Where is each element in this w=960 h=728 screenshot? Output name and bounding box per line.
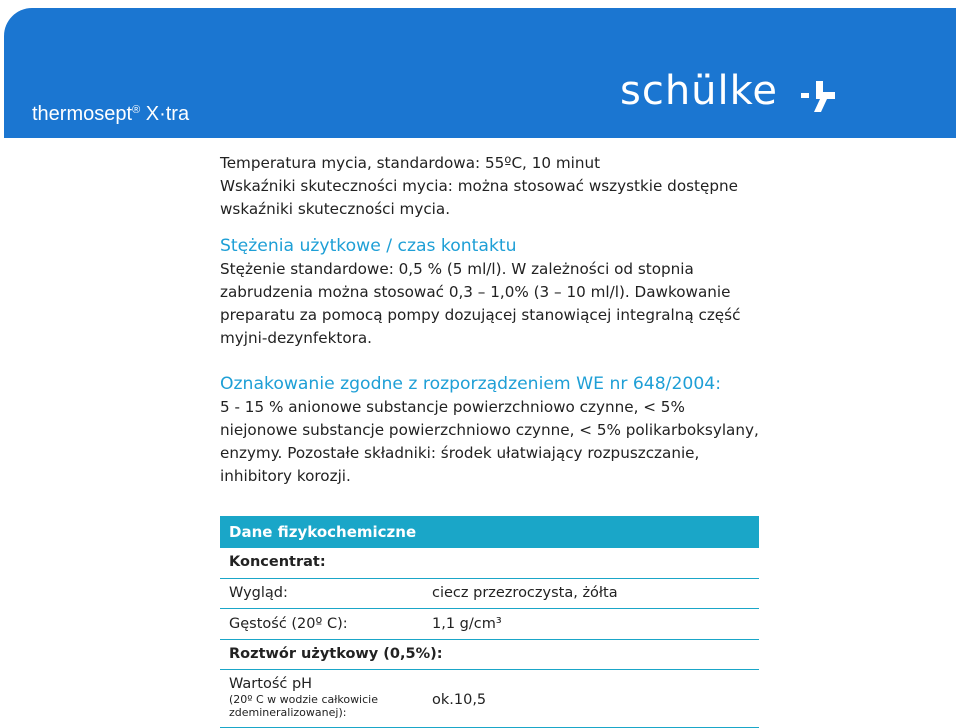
- paragraph-line: 5 - 15 % anionowe substancje powierzchniowo czynne, < 5%: [220, 398, 685, 416]
- section-label-solution: Roztwór użytkowy (0,5%):: [229, 646, 443, 662]
- intro-paragraph: [220, 152, 765, 221]
- ph-label-cell: [229, 676, 379, 719]
- paragraph-line: niejonowe substancje powierzchniowo czynne, < 5% polikarboksylany,: [220, 421, 759, 439]
- density-label: Gęstość (20º C):: [229, 616, 348, 632]
- product-title: [32, 103, 189, 126]
- table-row: [220, 670, 759, 728]
- paragraph-line: preparatu za pomocą pompy dozującej stanowiącej integralną część: [220, 306, 741, 324]
- intro-line: Wskaźniki skuteczności mycia: można stosować wszystkie dostępne: [220, 177, 738, 195]
- intro-line: wskaźniki skuteczności mycia.: [220, 200, 451, 218]
- physicochemical-table: [220, 516, 759, 728]
- section-heading-concentrations: Stężenia użytkowe / czas kontaktu: [220, 236, 517, 256]
- paragraph-line: myjni-dezynfektora.: [220, 329, 373, 347]
- ph-label: Wartość pH: [229, 676, 313, 692]
- ph-value: ok.10,5: [432, 692, 487, 708]
- paragraph-line: Stężenie standardowe: 0,5 % (5 ml/l). W zależności od stopnia: [220, 260, 694, 278]
- table-row: [220, 609, 759, 640]
- content-text: [220, 152, 765, 488]
- table-row: [220, 548, 759, 579]
- product-name: thermosept: [32, 103, 133, 125]
- product-suffix: X·tra: [140, 103, 190, 125]
- table-row: [220, 579, 759, 609]
- table-row: [220, 640, 759, 670]
- paragraph-line: zabrudzenia można stosować 0,3 – 1,0% (3 – 10 ml/l). Dawkowanie: [220, 283, 731, 301]
- header-banner: [4, 8, 956, 138]
- concentrations-paragraph: [220, 258, 765, 350]
- section-heading-labelling: Oznakowanie zgodne z rozporządzeniem WE nr 648/2004:: [220, 374, 721, 394]
- schulke-mark-icon: [799, 78, 839, 114]
- paragraph-line: enzymy. Pozostałe składniki: środek ułatwiający rozpuszczanie,: [220, 444, 700, 462]
- density-value: 1,1 g/cm³: [432, 616, 502, 632]
- labelling-paragraph: [220, 396, 765, 488]
- brand-logo: schülke: [620, 68, 778, 114]
- registered-mark: ®: [132, 104, 141, 116]
- appearance-value: ciecz przezroczysta, żółta: [432, 585, 618, 601]
- section-label-concentrate: Koncentrat:: [229, 554, 326, 570]
- table-title: Dane fizykochemiczne: [220, 516, 759, 548]
- ph-note: (20º C w wodzie całkowicie zdemineralizowanej):: [229, 693, 378, 719]
- appearance-label: Wygląd:: [229, 585, 288, 601]
- paragraph-line: inhibitory korozji.: [220, 467, 351, 485]
- intro-line: Temperatura mycia, standardowa: 55ºC, 10 minut: [220, 154, 601, 172]
